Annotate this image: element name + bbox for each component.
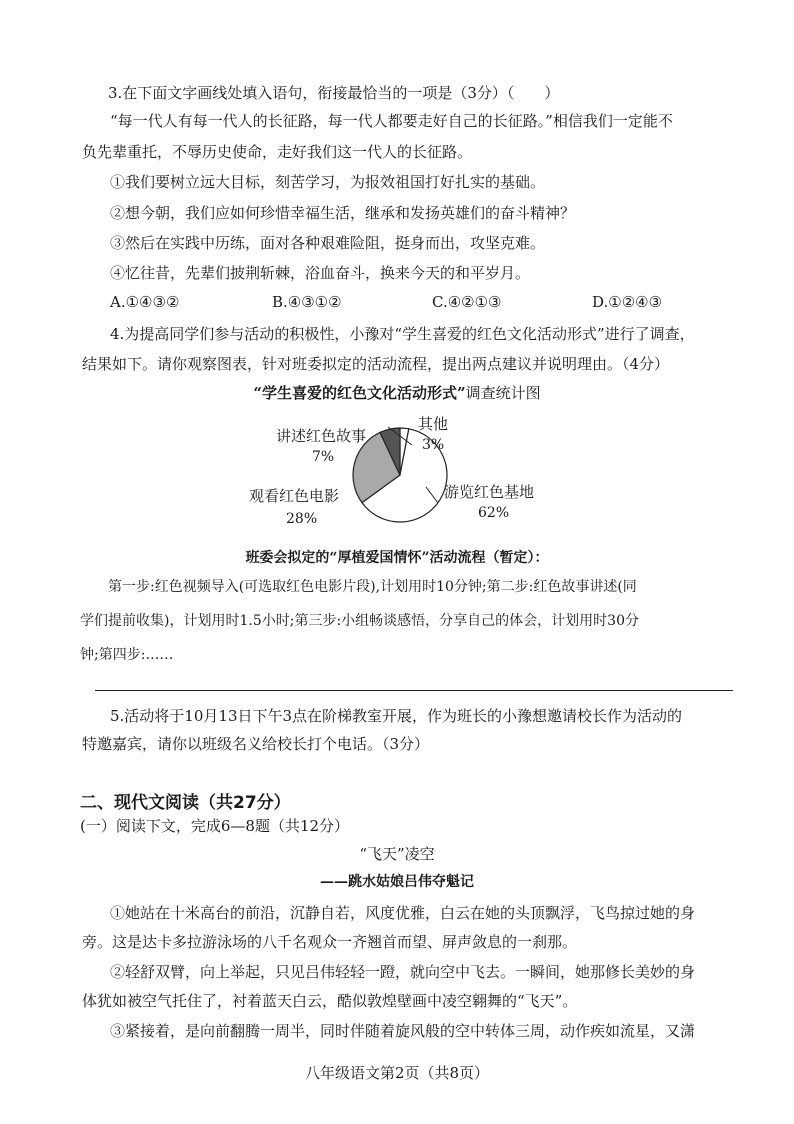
answer-line: [95, 690, 733, 691]
label-story-name: 讲述红色故事: [276, 427, 367, 445]
article-paragraph: ①她站在十米高台的前沿，沉静自若，风度优雅，白云在她的头顶飘浮，飞鸟掠过她的身: [110, 904, 696, 922]
article-paragraph: ②轻舒双臂，向上举起，只见吕伟轻轻一蹬，就向空中飞去。一瞬间，她那修长美妙的身: [110, 963, 696, 981]
label-story-value: 7%: [312, 449, 335, 465]
article-paragraph: 旁。这是达卡多拉游泳场的八千名观众一齐翘首而望、屏声敛息的一刹那。: [82, 933, 578, 951]
pie-chart: [200, 405, 600, 535]
q3-quote-line1: “每一代人有每一代人的长征路，每一代人都要走好自己的长征路。”相信我们一定能不: [110, 112, 673, 130]
chart-title: [0, 382, 794, 403]
plan-line1: 第一步:红色视频导入(可选取红色电影片段),计划用时10分钟;第二步:红色故事讲述(同: [108, 579, 637, 595]
q3-item-4: ④忆往昔，先辈们披荆斩棘，浴血奋斗，换来今天的和平岁月。: [110, 264, 531, 282]
section2-subheading: (一）阅读下文，完成6—8题（共12分）: [80, 817, 350, 835]
q3-option-b: B.④③①②: [272, 293, 342, 311]
plan-line2: 学们提前收集)，计划用时1.5小时;第三步:小组畅谈感悟，分享自己的体会，计划用时30分: [80, 613, 639, 629]
q3-option-a: A.①④③②: [110, 293, 180, 311]
article-subtitle: ——跳水姑娘吕伟夺魁记: [320, 874, 474, 890]
label-movie-name: 观看红色电影: [249, 487, 340, 505]
article-paragraph: 体犹如被空气托住了，衬着蓝天白云，酷似敦煌壁画中凌空翱舞的“飞天”。: [82, 992, 578, 1010]
q3-item-2: ②想今朝，我们应如何珍惜幸福生活，继承和发扬英雄们的奋斗精神？: [110, 204, 576, 222]
article-paragraph: ③紧接着，是向前翻腾一周半，同时伴随着旋风般的空中转体三周，动作疾如流星，又潇: [110, 1022, 696, 1040]
label-base-value: 62%: [478, 505, 510, 521]
q5-line2: 特邀嘉宾，请你以班级名义给校长打个电话。（3分）: [82, 735, 430, 753]
chart-title-main: “学生喜爱的红色文化活动形式”: [253, 384, 466, 402]
label-base-name: 游览红色基地: [444, 483, 535, 501]
q3-item-1: ①我们要树立远大目标，刻苦学习，为报效祖国打好扎实的基础。: [110, 173, 546, 191]
q3-stem: 3.在下面文字画线处填入语句，衔接最恰当的一项是（3分）（ ）: [108, 84, 560, 102]
q5-line1: 5.活动将于10月13日下午3点在阶梯教室开展，作为班长的小豫想邀请校长作为活动的: [110, 707, 683, 725]
chart-title-suffix: 调查统计图: [465, 384, 541, 402]
q3-option-c: C.④②①③: [432, 293, 502, 311]
q3-item-3: ③然后在实践中历练，面对各种艰难险阻，挺身而出，攻坚克难。: [110, 234, 546, 252]
q4-stem-line2: 结果如下。请你观察图表，针对班委拟定的活动流程，提出两点建议并说明理由。（4分）: [82, 355, 670, 373]
label-movie-value: 28%: [286, 511, 318, 527]
label-other-value: 3%: [422, 437, 445, 453]
plan-line3: 钟;第四步:……: [80, 647, 174, 663]
page-footer: 八年级语文第2页（共8页）: [304, 1064, 490, 1082]
q3-options: [110, 293, 710, 315]
q3-quote-line2: 负先辈重托，不辱历史使命，走好我们这一代人的长征路。: [82, 143, 473, 161]
q4-stem-line1: 4.为提高同学们参与活动的积极性，小豫对“学生喜爱的红色文化活动形式”进行了调查，: [110, 325, 695, 343]
label-other-name: 其他: [418, 415, 449, 433]
section2-heading: 二、现代文阅读（共27分）: [80, 793, 291, 813]
article-title: “飞天”凌空: [359, 845, 435, 863]
q3-option-d: D.①②④③: [592, 293, 663, 311]
plan-title: 班委会拟定的“厚植爱国情怀”活动流程（暂定）：: [245, 550, 549, 566]
